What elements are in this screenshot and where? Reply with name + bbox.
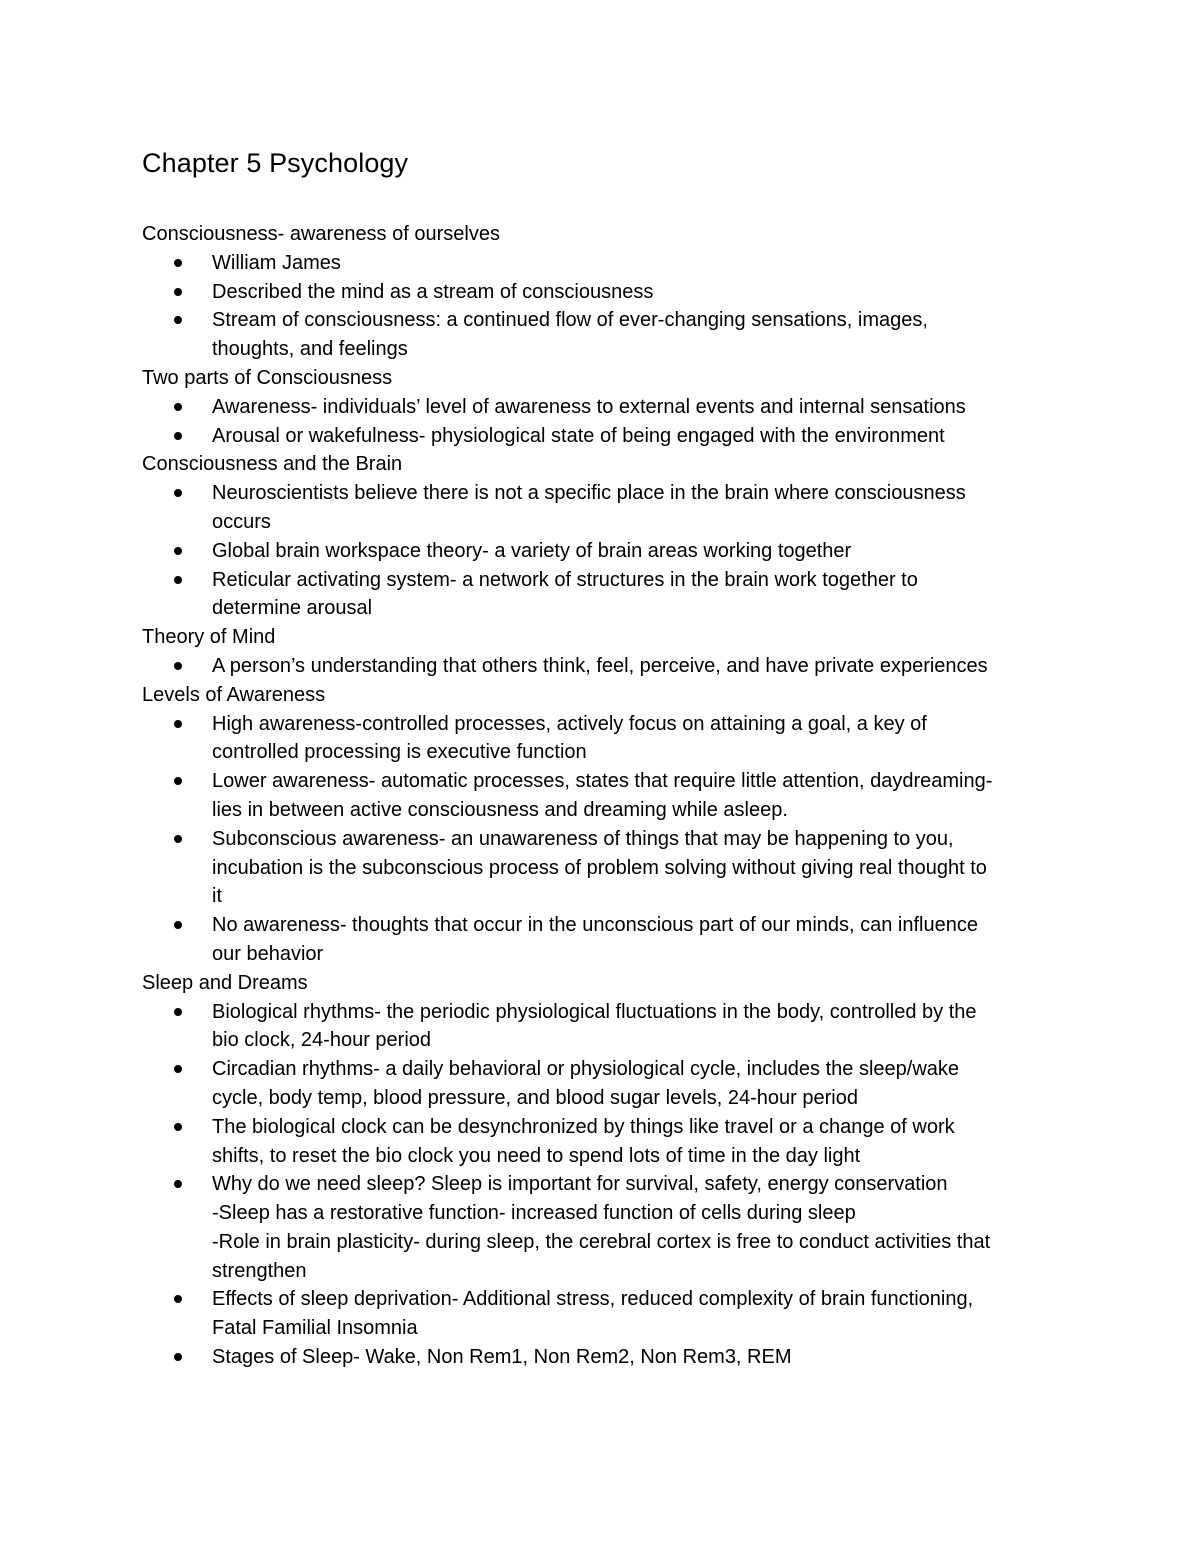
list-item-line: Awareness- individuals’ level of awareness to external events and internal sensations (212, 395, 966, 418)
list-item-line: Stages of Sleep- Wake, Non Rem1, Non Rem2, Non Rem3, REM (212, 1346, 792, 1369)
list-item (142, 767, 1072, 825)
bullet-list (142, 710, 1072, 969)
bullet-icon (174, 547, 182, 555)
list-item-line: The biological clock can be desynchronized by things like travel or a change of work (212, 1115, 955, 1138)
bullet-icon (174, 576, 182, 584)
bullet-list (142, 479, 1072, 623)
list-item (142, 278, 1072, 307)
list-item-line: lies in between active consciousness and dreaming while asleep. (212, 798, 788, 821)
bullet-icon (174, 259, 182, 267)
list-item (142, 911, 1072, 969)
document-body (142, 143, 1072, 1372)
bullet-icon (174, 662, 182, 670)
list-item-line: -Sleep has a restorative function- increased function of cells during sleep (212, 1202, 856, 1225)
list-item (142, 1170, 1072, 1285)
list-item-line: Why do we need sleep? Sleep is important for survival, safety, energy conservation (212, 1173, 948, 1196)
bullet-icon (174, 1123, 182, 1131)
list-item (142, 1343, 1072, 1372)
bullet-icon (174, 316, 182, 324)
list-item-line: Described the mind as a stream of consciousness (212, 280, 654, 303)
bullet-list (142, 652, 1072, 681)
list-item (142, 566, 1072, 624)
section-heading: Levels of Awareness (142, 683, 326, 706)
list-item (142, 393, 1072, 422)
bullet-icon (174, 489, 182, 497)
list-item-line: controlled processing is executive function (212, 741, 587, 764)
bullet-icon (174, 403, 182, 411)
list-item-line: Fatal Familial Insomnia (212, 1317, 418, 1340)
list-item-line: No awareness- thoughts that occur in the unconscious part of our minds, can influence (212, 914, 978, 937)
bullet-list (142, 393, 1072, 451)
section-heading: Sleep and Dreams (142, 971, 308, 994)
bullet-icon (174, 1353, 182, 1361)
list-item-line: Reticular activating system- a network of structures in the brain work together to (212, 568, 918, 591)
list-item-line: Biological rhythms- the periodic physiological fluctuations in the body, controlled by the (212, 1000, 977, 1023)
bullet-icon (174, 1295, 182, 1303)
list-item-line: incubation is the subconscious process of problem solving without giving real thought to (212, 856, 987, 879)
list-item-line: shifts, to reset the bio clock you need to spend lots of time in the day light (212, 1144, 861, 1167)
list-item-line: Circadian rhythms- a daily behavioral or physiological cycle, includes the sleep/wake (212, 1058, 960, 1081)
list-item-line: -Role in brain plasticity- during sleep, the cerebral cortex is free to conduct activities that (212, 1230, 991, 1253)
list-item (142, 710, 1072, 768)
bullet-icon (174, 835, 182, 843)
list-item-line: William James (212, 251, 341, 274)
section-heading: Theory of Mind (142, 626, 276, 649)
list-item-line: thoughts, and feelings (212, 338, 408, 361)
list-item (142, 1113, 1072, 1171)
list-item-line: High awareness-controlled processes, actively focus on attaining a goal, a key of (212, 712, 927, 735)
bullet-icon (174, 720, 182, 728)
list-item (142, 1285, 1072, 1343)
list-item (142, 306, 1072, 364)
list-item-line: our behavior (212, 942, 324, 965)
bullet-icon (174, 432, 182, 440)
list-item (142, 652, 1072, 681)
bullet-icon (174, 288, 182, 296)
bullet-icon (174, 777, 182, 785)
section-heading: Two parts of Consciousness (142, 366, 393, 389)
list-item-line: determine arousal (212, 597, 373, 620)
list-item-line: Arousal or wakefulness- physiological state of being engaged with the environment (212, 424, 945, 447)
bullet-list (142, 249, 1072, 364)
section-heading: Consciousness- awareness of ourselves (142, 223, 500, 245)
list-item (142, 537, 1072, 566)
list-item-line: Lower awareness- automatic processes, states that require little attention, daydreaming- (212, 770, 993, 793)
list-item-line: occurs (212, 510, 271, 533)
bullet-icon (174, 1065, 182, 1073)
list-item-line: Global brain workspace theory- a variety of brain areas working together (212, 539, 852, 562)
bullet-icon (174, 1180, 182, 1188)
list-item-line: it (212, 885, 222, 908)
list-item-line: Neuroscientists believe there is not a specific place in the brain where consciousness (212, 482, 966, 505)
list-item-line: cycle, body temp, blood pressure, and blood sugar levels, 24-hour period (212, 1086, 858, 1109)
list-item-line: Subconscious awareness- an unawareness of things that may be happening to you, (212, 827, 954, 850)
sections-container (142, 220, 1072, 1372)
list-item (142, 479, 1072, 537)
bullet-list (142, 998, 1072, 1372)
list-item-line: Stream of consciousness: a continued flow of ever-changing sensations, images, (212, 309, 928, 332)
section-heading: Consciousness and the Brain (142, 453, 403, 476)
bullet-icon (174, 1008, 182, 1016)
list-item-line: Effects of sleep deprivation- Additional stress, reduced complexity of brain functioning, (212, 1288, 974, 1311)
list-item-line: A person’s understanding that others think, feel, perceive, and have private experiences (212, 654, 988, 677)
list-item (142, 1055, 1072, 1113)
list-item (142, 825, 1072, 911)
bullet-icon (174, 921, 182, 929)
list-item (142, 422, 1072, 451)
list-item-line: strengthen (212, 1259, 307, 1282)
list-item (142, 249, 1072, 278)
document-title: Chapter 5 Psychology (142, 148, 409, 178)
list-item (142, 998, 1072, 1056)
list-item-line: bio clock, 24-hour period (212, 1029, 432, 1052)
